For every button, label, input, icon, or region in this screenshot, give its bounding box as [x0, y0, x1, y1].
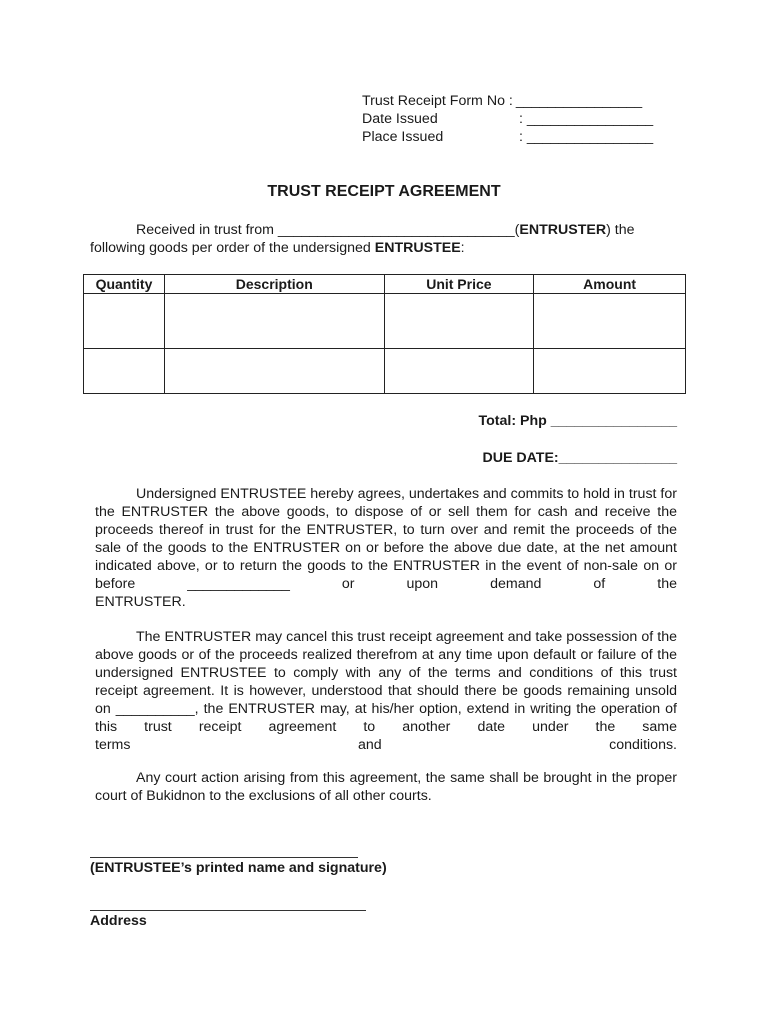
intro-line-2	[90, 239, 662, 257]
table-header-amount: Amount	[534, 275, 686, 294]
table-row	[84, 294, 686, 349]
paragraph-obligations-end: ENTRUSTER.	[95, 594, 186, 610]
signature-line	[90, 857, 358, 858]
total-php: Total: Php ________________	[478, 413, 677, 429]
table-cell[interactable]	[534, 294, 686, 349]
goods-table	[83, 274, 686, 394]
paragraph-court-text: Any court action arising from this agreement, the same shall be brought in the proper court of Bukidnon to the exclusions of all other courts.	[95, 770, 677, 804]
paragraph-court	[95, 769, 677, 805]
intro-text-after: ) the	[606, 222, 635, 238]
form-no-row	[362, 92, 653, 110]
paragraph-obligations	[95, 485, 677, 611]
date-issued-blank: : ________________	[519, 111, 654, 127]
table-header-quantity: Quantity	[84, 275, 165, 294]
table-row	[84, 349, 686, 394]
intro-text-before: Received in trust from ______________________________(	[136, 222, 520, 238]
table-cell[interactable]	[384, 349, 534, 394]
table-cell[interactable]	[384, 294, 534, 349]
address-line	[90, 910, 366, 911]
paragraph-cancellation-end: terms and conditions.	[95, 737, 677, 753]
table-cell[interactable]	[84, 294, 165, 349]
paragraph-obligations-text: Undersigned ENTRUSTEE hereby agrees, undertakes and commits to hold in trust for the ENTRUSTER the above goods, to dispose of or sell them for cash and receive the proceeds thereof in trust for the ENTRUSTER, to turn over and remit the proceeds of the sale of the goods to the ENTRUSTER on or before the above due date, at the net amount indicated above, or to return the goods to the ENTRUSTER in the event of non-sale on or before _____________ or upon demand of the	[95, 486, 677, 592]
intro-line-1	[90, 221, 662, 239]
intro-line2-after: :	[460, 240, 465, 256]
intro-entrustee: ENTRUSTEE	[374, 240, 461, 256]
place-issued-row	[362, 128, 653, 146]
intro-line2-before: following goods per order of the undersigned	[90, 240, 375, 256]
place-issued-blank: : ________________	[519, 129, 654, 145]
due-date: DUE DATE:_______________	[482, 450, 677, 466]
entrustee-signature-label: (ENTRUSTEE’s printed name and signature)	[90, 860, 387, 876]
paragraph-cancellation-text: The ENTRUSTER may cancel this trust receipt agreement and take possession of the above goods or of the proceeds realized therefrom at any time upon default or failure of the undersigned ENTRUSTEE to comply with any of the terms and conditions of this trust receipt agreement. It is however, understood that should there be goods remaining unsold on __________, the ENTRUSTER may, at his/her option, extend in writing the operation of this trust receipt agreement to another date under the same	[95, 629, 677, 735]
paragraph-cancellation	[95, 628, 677, 754]
intro-entruster: ENTRUSTER	[519, 222, 607, 238]
table-cell[interactable]	[534, 349, 686, 394]
address-label: Address	[90, 913, 147, 929]
form-no-label: Trust Receipt Form No :	[362, 93, 513, 109]
table-cell[interactable]	[164, 349, 384, 394]
intro-paragraph	[90, 221, 662, 257]
document-title: TRUST RECEIPT AGREEMENT	[267, 183, 501, 200]
date-issued-label: Date Issued	[362, 111, 438, 127]
place-issued-label: Place Issued	[362, 129, 444, 145]
date-issued-row	[362, 110, 653, 128]
table-header-row	[84, 275, 686, 294]
form-header	[362, 92, 653, 146]
table-cell[interactable]	[84, 349, 165, 394]
table-cell[interactable]	[164, 294, 384, 349]
table-header-unit-price: Unit Price	[384, 275, 534, 294]
form-no-blank: ________________	[515, 93, 643, 109]
table-header-description: Description	[164, 275, 384, 294]
